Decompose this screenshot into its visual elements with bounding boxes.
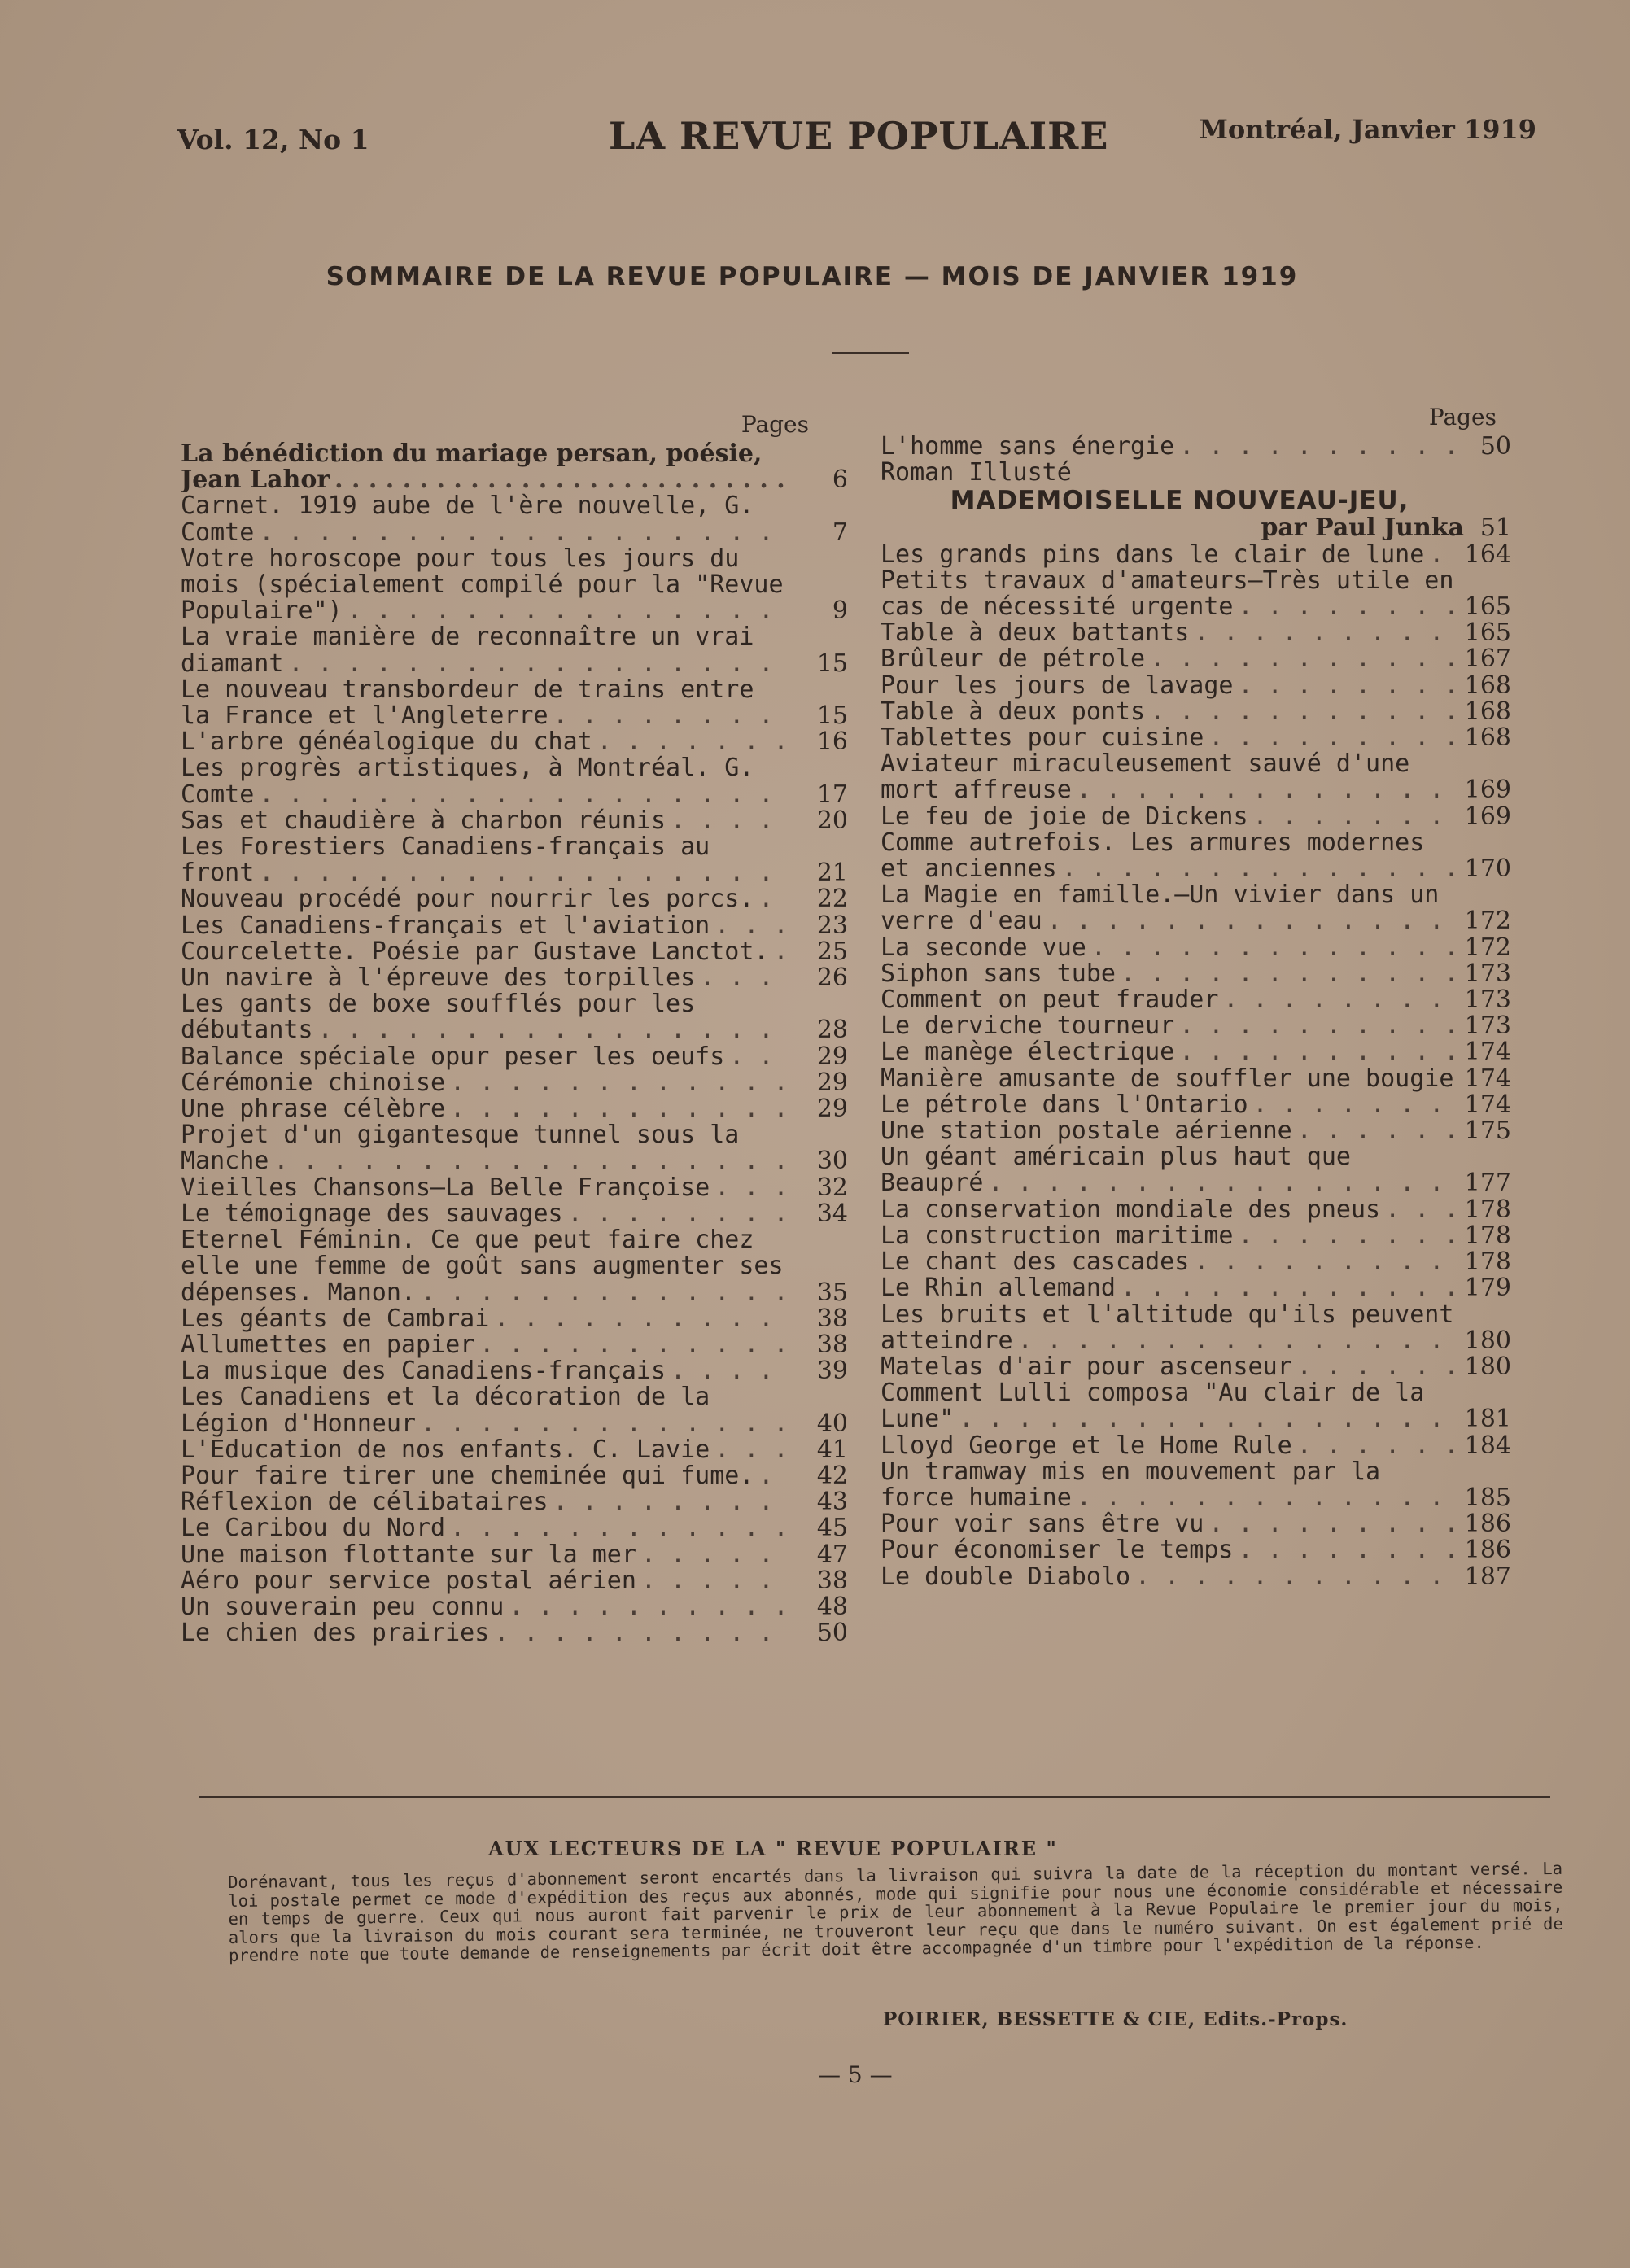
toc-entry: Pour voir sans être vu . . . 186 — [881, 1511, 1511, 1537]
toc-entry: Le pétrole dans l'Ontario . . . 174 — [881, 1092, 1511, 1118]
toc-entry: La Magie en famille.—Un vivier dans un verre d'eau . . . 172 — [881, 882, 1511, 934]
toc-entry: Le Caribou du Nord . . . 45 — [181, 1515, 848, 1541]
toc-entry: Brûleur de pétrole . . . 167 — [881, 646, 1511, 672]
toc-entry: La conservation mondiale des pneus . . . 178 — [881, 1197, 1511, 1223]
section-divider — [199, 1796, 1550, 1798]
toc-entry: Balance spéciale opur peser les oeufs . . . 29 — [181, 1044, 848, 1070]
toc-right-column — [881, 401, 1511, 1590]
toc-entry: Le nouveau transbordeur de trains entre la France et l'Angleterre . . . 15 — [181, 677, 848, 729]
toc-entry: Pour économiser le temps . . . 186 — [881, 1537, 1511, 1563]
toc-entry: Eternel Féminin. Ce que peut faire chez elle une femme de goût sans augmenter ses dépenses. Manon. . . . 35 — [181, 1227, 848, 1306]
toc-entry: par Paul Junka . . . 51 — [881, 515, 1511, 541]
toc-entry: Carnet. 1919 aube de l'ère nouvelle, G. Comte . . . 7 — [181, 493, 848, 545]
toc-entry: La vraie manière de reconnaître un vrai diamant . . . 15 — [181, 624, 848, 676]
toc-entry: La musique des Canadiens-français . . . 39 — [181, 1358, 848, 1384]
table-of-contents-title: SOMMAIRE DE LA REVUE POPULAIRE — MOIS DE JANVIER 1919 — [326, 262, 1299, 291]
toc-entry: Comment on peut frauder . . . 173 — [881, 987, 1511, 1013]
toc-entry: Les Canadiens et la décoration de la Légion d'Honneur . . . 40 — [181, 1384, 848, 1436]
roman-title: MADEMOISELLE NOUVEAU-JEU, — [950, 486, 1409, 516]
toc-entry: Courcelette. Poésie par Gustave Lanctot. . . . 25 — [181, 939, 848, 965]
toc-entry: Le Rhin allemand . . . 179 — [881, 1275, 1511, 1301]
pages-header: Pages — [1428, 404, 1497, 430]
toc-entry: Une phrase célèbre . . . 29 — [181, 1096, 848, 1122]
toc-entry: Les gants de boxe soufflés pour les débutants . . . 28 — [181, 991, 848, 1043]
masthead — [177, 114, 1536, 163]
toc-entry: Réflexion de célibataires . . . 43 — [181, 1489, 848, 1515]
toc-entry: Matelas d'air pour ascenseur . . . 180 — [881, 1354, 1511, 1380]
toc-entry: Un navire à l'épreuve des torpilles . . . 26 — [181, 965, 848, 991]
issue-date: Montréal, Janvier 1919 — [1199, 114, 1536, 145]
toc-entry: Le témoignage des sauvages . . . 34 — [181, 1201, 848, 1227]
toc-entry: Les grands pins dans le clair de lune . . . 164 — [881, 542, 1511, 568]
toc-left-column — [181, 409, 848, 1646]
toc-entry: Petits travaux d'amateurs—Très utile en cas de nécessité urgente . . . 165 — [881, 568, 1511, 620]
toc-entry: Comment Lulli composa "Au clair de la Lune" . . . 181 — [881, 1380, 1511, 1432]
toc-entry: Le feu de joie de Dickens . . . 169 — [881, 804, 1511, 830]
toc-entry: Siphon sans tube . . . 173 — [881, 961, 1511, 987]
toc-entry: Un tramway mis en mouvement par la force humaine . . . 185 — [881, 1459, 1511, 1511]
toc-entry: Les Canadiens-français et l'aviation . . . 23 — [181, 913, 848, 939]
toc-entry: Les bruits et l'altitude qu'ils peuvent atteindre . . . 180 — [881, 1302, 1511, 1354]
publication-title: LA REVUE POPULAIRE — [609, 114, 1109, 158]
toc-entry: Tablettes pour cuisine . . . 168 — [881, 725, 1511, 751]
toc-entry: Un géant américain plus haut que Beaupré . . . 177 — [881, 1144, 1511, 1196]
toc-entry: Projet d'un gigantesque tunnel sous la Manche . . . 30 — [181, 1122, 848, 1174]
toc-entry: Le chant des cascades . . . 178 — [881, 1249, 1511, 1275]
toc-entry: Une maison flottante sur la mer . . . 47 — [181, 1542, 848, 1568]
toc-entry: Aviateur miraculeusement sauvé d'une mort affreuse . . . 169 — [881, 751, 1511, 803]
toc-entry: Une station postale aérienne . . . 175 — [881, 1118, 1511, 1144]
toc-entry: Aéro pour service postal aérien . . . 38 — [181, 1568, 848, 1594]
toc-entry: Manière amusante de souffler une bougie . . . 174 — [881, 1066, 1511, 1092]
toc-entry: Allumettes en papier . . . 38 — [181, 1332, 848, 1358]
toc-entry: Vieilles Chansons—La Belle Françoise . . . 32 — [181, 1175, 848, 1201]
toc-entry: Table à deux ponts . . . 168 — [881, 699, 1511, 725]
toc-entry: Lloyd George et le Home Rule . . . 184 — [881, 1433, 1511, 1459]
toc-entry: Les géants de Cambrai . . . 38 — [181, 1306, 848, 1332]
page-number: — 5 — — [818, 2061, 893, 2088]
toc-entry: Cérémonie chinoise . . . 29 — [181, 1070, 848, 1096]
toc-entry: L'arbre généalogique du chat . . . 16 — [181, 729, 848, 755]
volume-number: Vol. 12, No 1 — [177, 124, 369, 155]
toc-entry: Pour faire tirer une cheminée qui fume. . . . 42 — [181, 1463, 848, 1489]
toc-entry: Un souverain peu connu . . . 48 — [181, 1594, 848, 1620]
toc-entry: Le chien des prairies . . . 50 — [181, 1620, 848, 1646]
toc-entry: La construction maritime . . . 178 — [881, 1223, 1511, 1249]
notice-title: AUX LECTEURS DE LA " REVUE POPULAIRE " — [488, 1837, 1058, 1860]
toc-entry: Le derviche tourneur . . . 173 — [881, 1013, 1511, 1039]
roman-label: Roman Illusté — [881, 458, 1072, 487]
toc-entry: Les progrès artistiques, à Montréal. G. Comte . . . 17 — [181, 755, 848, 807]
toc-entry: Sas et chaudière à charbon réunis . . . 20 — [181, 808, 848, 834]
notice-body: Dorénavant, tous les reçus d'abonnement seront encartés dans la livraison qui suivra la date de la réception du montant versé. La loi postale permet ce mode d'expédition des reçus aux abonnés, mode qui signifie pour nous une économie considérable et nécessaire en temps de guerre. Ceux qui nous auront fait parvenir le prix de leur abonnement à la Revue Populaire le premier jour du mois, alors que la livraison du mois courant sera terminée, ne trouveront leur reçu que dans le numéro suivant. On est également prié de prendre note que toute demande de renseignements par écrit doit être accompagnée d'un timbre pour l'expédition de la réponse. — [227, 1858, 1563, 1965]
toc-entry: Pour les jours de lavage . . . 168 — [881, 673, 1511, 699]
toc-entry: L'homme sans énergie . . . 50 — [881, 434, 1511, 460]
toc-entry: Nouveau procédé pour nourrir les porcs. . . . 22 — [181, 886, 848, 912]
pages-header: Pages — [741, 411, 809, 438]
toc-entry: Comme autrefois. Les armures modernes et anciennes . . . 170 — [881, 830, 1511, 882]
toc-entry: Les Forestiers Canadiens-français au front . . . 21 — [181, 834, 848, 886]
toc-entry: La seconde vue . . . 172 — [881, 935, 1511, 961]
toc-entry: La bénédiction du mariage persan, poésie, Jean Lahor . . . 6 — [181, 441, 848, 493]
publisher-signature: POIRIER, BESSETTE & CIE, Edits.-Props. — [883, 2008, 1348, 2030]
toc-entry: Votre horoscope pour tous les jours du mois (spécialement compilé pour la "Revue Populaire") . . . 9 — [181, 546, 848, 625]
divider — [832, 352, 909, 354]
toc-entry: L'Education de nos enfants. C. Lavie . . . 41 — [181, 1437, 848, 1463]
toc-entry: Le double Diabolo . . . 187 — [881, 1564, 1511, 1590]
toc-entry: Table à deux battants . . . 165 — [881, 620, 1511, 646]
toc-entry: Le manège électrique . . . 174 — [881, 1039, 1511, 1065]
